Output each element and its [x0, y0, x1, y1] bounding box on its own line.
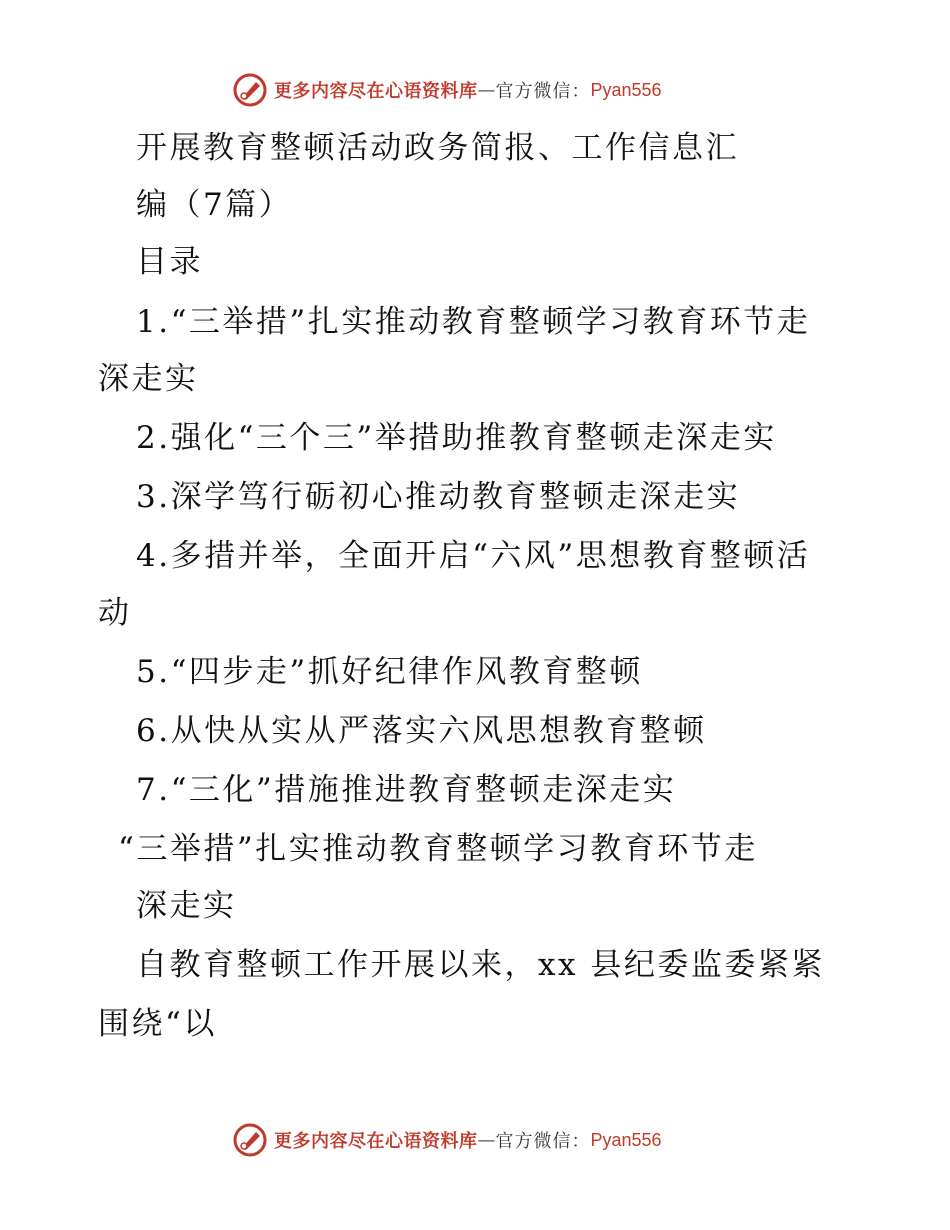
watermark-header — [232, 70, 662, 110]
toc-item-4-line-1: 4.多措并举，全面开启“六风”思想教育整顿活 — [136, 538, 811, 574]
pen-logo-icon — [232, 1122, 268, 1158]
watermark-site-text: 更多内容尽在心语资料库 — [274, 81, 478, 102]
section-title-line-1: “三举措”扎实推动教育整顿学习教育环节走 — [118, 831, 758, 867]
toc-item-4-line-2: 动 — [98, 595, 132, 631]
watermark-dash: — — [477, 1129, 496, 1151]
toc-item-6: 6.从快从实从严落实六风思想教育整顿 — [136, 713, 707, 749]
document-title-line-1: 开展教育整顿活动政务简报、工作信息汇 — [136, 130, 739, 166]
watermark-dash: — — [477, 79, 496, 101]
pen-logo-icon — [232, 72, 268, 108]
watermark-site-text: 更多内容尽在心语资料库 — [274, 1131, 478, 1152]
toc-item-5: 5.“四步走”抓好纪律作风教育整顿 — [136, 654, 643, 690]
document-title-line-2: 编（7篇） — [136, 187, 293, 223]
toc-item-2: 2.强化“三个三”举措助推教育整顿走深走实 — [136, 420, 777, 456]
watermark-label: 官方微信： — [495, 81, 591, 102]
toc-item-3: 3.深学笃行砺初心推动教育整顿走深走实 — [136, 479, 741, 515]
section-title-line-2: 深走实 — [136, 888, 237, 924]
watermark-id: Pyan556 — [590, 1129, 662, 1150]
toc-item-7: 7.“三化”措施推进教育整顿走深走实 — [136, 772, 677, 808]
body-paragraph-line-2: 围绕“以 — [98, 1006, 217, 1042]
toc-heading: 目录 — [136, 244, 203, 280]
toc-item-1-line-1: 1.“三举措”扎实推动教育整顿学习教育环节走 — [136, 304, 811, 340]
toc-item-1-line-2: 深走实 — [98, 361, 199, 397]
watermark-footer — [232, 1120, 662, 1160]
watermark-id: Pyan556 — [590, 79, 662, 100]
watermark-label: 官方微信： — [495, 1131, 591, 1152]
body-paragraph-line-1: 自教育整顿工作开展以来，xx 县纪委监委紧紧 — [136, 947, 825, 983]
